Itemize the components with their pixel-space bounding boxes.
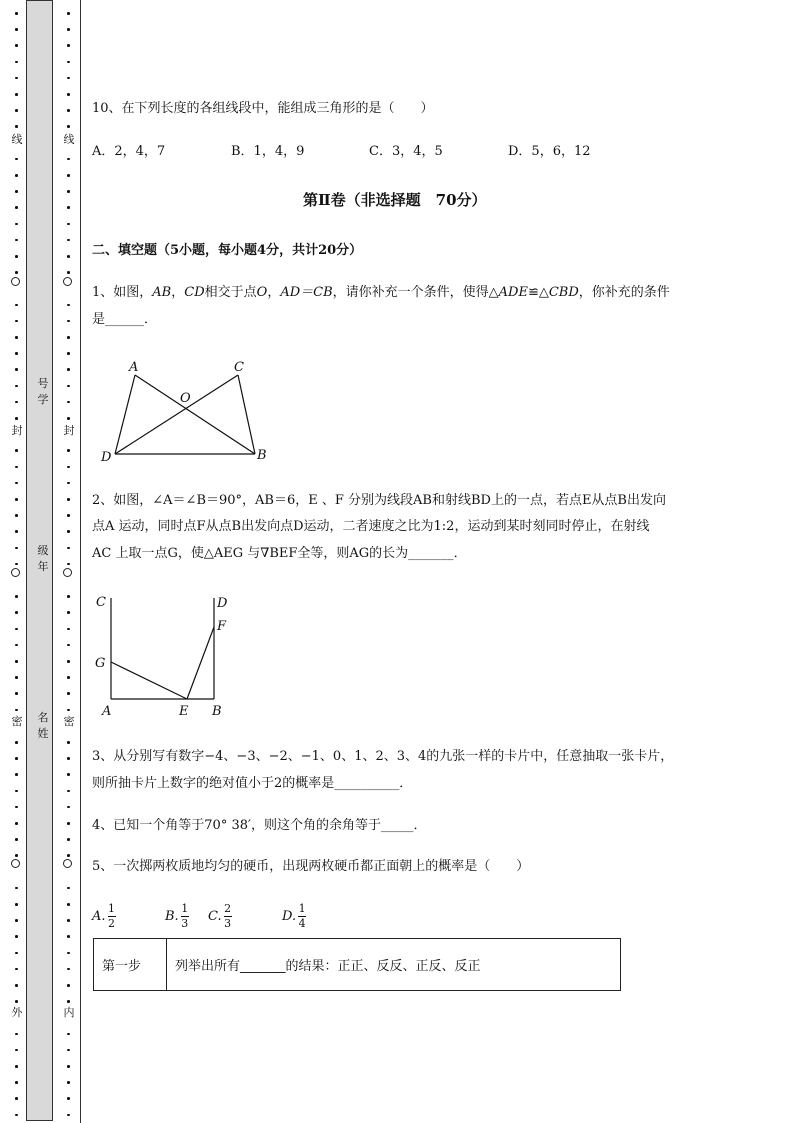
q4-stem: 4、已知一个角等于70° 38′，则这个角的余角等于_____． [92, 818, 427, 833]
inner-dot [67, 1000, 70, 1003]
outer-dot [15, 968, 18, 971]
outer-dot [15, 1049, 18, 1052]
outer-dot [15, 660, 18, 663]
inner-dot [67, 1097, 70, 1100]
inner-dot [67, 903, 70, 906]
inner-dot [67, 125, 70, 128]
segment-AB [135, 375, 255, 454]
outer-dot [15, 984, 18, 987]
outer-dot [15, 547, 18, 550]
outer-dot [15, 174, 18, 177]
table-row [94, 939, 621, 991]
inner-dot [67, 1081, 70, 1084]
q3-line1: 3、从分别写有数字−4、−3、−2、−1、0、1、2、3、4的九张一样的卡片中，任意抽取一张卡片， [92, 749, 674, 764]
inner-dot [67, 12, 70, 15]
inner-dot [67, 255, 70, 258]
inner-dot [67, 854, 70, 857]
inner-dot [67, 223, 70, 226]
outer-dot [15, 190, 18, 193]
inner-dot [67, 644, 70, 647]
q1-line2: 是______． [92, 312, 158, 327]
section-title: 第Ⅱ卷（非选择题 70分） [303, 191, 487, 209]
inner-dot [67, 919, 70, 922]
inner-dot [67, 109, 70, 112]
segment-AD [115, 375, 135, 454]
outer-dot [15, 887, 18, 890]
inner-dot [67, 449, 70, 452]
inner-dot [67, 336, 70, 339]
q3-line2: 则所抽卡片上数字的绝对值小于2的概率是__________． [92, 776, 413, 791]
inner-dot [67, 28, 70, 31]
inner-dot [67, 952, 70, 955]
outer-label-wai: 外 [11, 1006, 23, 1019]
label-F: F [217, 619, 227, 634]
outer-dot [15, 530, 18, 533]
outer-dot [15, 77, 18, 80]
inner-dot [67, 773, 70, 776]
inner-dot [67, 466, 70, 469]
outer-circle-mark [11, 568, 20, 577]
q2-line1: 2、如图，∠A＝∠B＝90°，AB＝6，E 、F 分别为线段AB和射线BD上的一点，若点E从点B出发向 [92, 493, 666, 508]
outer-dot [15, 449, 18, 452]
outer-dot [15, 271, 18, 274]
inner-dot [67, 368, 70, 371]
outer-dot [15, 304, 18, 307]
outer-dot [15, 611, 18, 614]
inner-dot [67, 190, 70, 193]
outer-dot [15, 109, 18, 112]
label-C: C [96, 595, 106, 610]
q5-option-a: A. $\frac{1}{2}$ [92, 902, 116, 930]
step-text-cell: 列举出所有_______的结果：正正、反反、正反、反正 [167, 939, 621, 991]
outer-dot [15, 935, 18, 938]
outer-dot [15, 1065, 18, 1068]
outer-dot [15, 628, 18, 631]
outer-dot [15, 28, 18, 31]
q2-line3: AC 上取一点G，使△AEG 与∇BEF全等，则AG的长为_______． [92, 546, 467, 561]
outer-dot [15, 158, 18, 161]
label-D: D [217, 596, 228, 611]
outer-dot [15, 692, 18, 695]
q5-stem: 5、一次掷两枚质地均匀的硬币，出现两枚硬币都正面朝上的概率是（ ） [92, 859, 530, 874]
q5-option-c: C. $\frac{2}{3}$ [208, 902, 232, 930]
outer-circle-mark [11, 859, 20, 868]
outer-dot [15, 595, 18, 598]
inner-dot [67, 692, 70, 695]
inner-dot [67, 968, 70, 971]
inner-label-mi: 密 [63, 715, 75, 728]
outer-dot [15, 806, 18, 809]
outer-dot [15, 644, 18, 647]
outer-label-xian: 线 [11, 133, 23, 146]
inner-dot [67, 709, 70, 712]
outer-dot [15, 741, 18, 744]
outer-dot-column [10, 0, 24, 1123]
outer-label-mi: 密 [11, 715, 23, 728]
field-student-number: 号 学 [37, 377, 49, 406]
outer-dot [15, 952, 18, 955]
outer-dot [15, 93, 18, 96]
inner-dot [67, 887, 70, 890]
outer-dot [15, 385, 18, 388]
label-B: B [257, 448, 267, 463]
label-C: C [234, 360, 244, 375]
q5-option-d: D. $\frac{1}{4}$ [282, 902, 306, 930]
inner-label-xian: 线 [63, 133, 75, 146]
segment-DC [115, 375, 238, 454]
outer-dot [15, 352, 18, 355]
label-O: O [180, 391, 191, 406]
inner-dot [67, 271, 70, 274]
outer-dot [15, 563, 18, 566]
field-grade: 级 年 [37, 544, 49, 573]
outer-dot [15, 773, 18, 776]
q2-line2: 点A 运动，同时点F从点B出发向点D运动，二者速度之比为1:2，运动到某时刻同时停止，在射线 [92, 519, 650, 534]
segment-EF [187, 627, 214, 699]
outer-dot [15, 125, 18, 128]
inner-dot [67, 417, 70, 420]
label-G: G [95, 656, 106, 671]
inner-dot [67, 595, 70, 598]
inner-dot [67, 757, 70, 760]
outer-dot [15, 368, 18, 371]
outer-dot [15, 44, 18, 47]
inner-dot [67, 676, 70, 679]
inner-dot [67, 385, 70, 388]
inner-circle-mark [63, 277, 72, 286]
outer-dot [15, 1033, 18, 1036]
section-heading-fill-blank: 二、填空题（5小题，每小题4分，共计20分） [92, 243, 363, 258]
q1-line1: 1、如图，AB，CD相交于点O，AD＝CB，请你补充一个条件，使得△ADE≌△CBD，你补充的条件 [92, 285, 670, 300]
inner-dot [67, 320, 70, 323]
outer-dot [15, 239, 18, 242]
outer-dot [15, 401, 18, 404]
inner-dot [67, 174, 70, 177]
outer-dot [15, 1114, 18, 1117]
inner-circle-mark [63, 568, 72, 577]
inner-dot [67, 1033, 70, 1036]
q10-option-d: D．5，6，12 [508, 144, 591, 159]
outer-dot [15, 676, 18, 679]
outer-dot [15, 757, 18, 760]
margin-rule [80, 0, 81, 1123]
q10-option-b: B．1，4，9 [231, 144, 305, 159]
step-label-cell: 第一步 [94, 939, 167, 991]
field-name: 名 姓 [37, 711, 49, 740]
outer-label-feng: 封 [11, 424, 23, 437]
outer-dot [15, 1081, 18, 1084]
steps-table [93, 938, 621, 991]
outer-dot [15, 1097, 18, 1100]
outer-dot [15, 206, 18, 209]
inner-label-feng: 封 [63, 424, 75, 437]
outer-dot [15, 336, 18, 339]
q2-figure [90, 590, 240, 720]
label-A: A [102, 704, 112, 719]
inner-dot [67, 304, 70, 307]
q10-option-c: C．3，4，5 [369, 144, 443, 159]
outer-dot [15, 514, 18, 517]
q1-figure [96, 355, 276, 465]
outer-dot [15, 255, 18, 258]
inner-dot [67, 514, 70, 517]
outer-dot [15, 854, 18, 857]
inner-dot [67, 806, 70, 809]
inner-dot [67, 790, 70, 793]
inner-dot [67, 498, 70, 501]
inner-dot [67, 206, 70, 209]
outer-dot [15, 903, 18, 906]
inner-dot [67, 239, 70, 242]
inner-dot [67, 1114, 70, 1117]
inner-dot [67, 482, 70, 485]
outer-dot [15, 417, 18, 420]
q10-option-a: A．2，4，7 [92, 144, 166, 159]
inner-dot [67, 61, 70, 64]
inner-dot [67, 530, 70, 533]
inner-dot [67, 77, 70, 80]
inner-dot [67, 838, 70, 841]
outer-dot [15, 482, 18, 485]
inner-dot [67, 822, 70, 825]
inner-dot [67, 44, 70, 47]
inner-dot [67, 628, 70, 631]
outer-dot [15, 466, 18, 469]
outer-dot [15, 709, 18, 712]
inner-dot [67, 611, 70, 614]
segment-CB [238, 375, 255, 454]
outer-dot [15, 1000, 18, 1003]
outer-dot [15, 61, 18, 64]
outer-dot [15, 790, 18, 793]
outer-circle-mark [11, 277, 20, 286]
q10-stem: 10、在下列长度的各组线段中，能组成三角形的是（ ） [92, 101, 434, 116]
label-B: B [212, 704, 222, 719]
inner-dot [67, 547, 70, 550]
inner-dot [67, 984, 70, 987]
outer-dot [15, 838, 18, 841]
inner-dot [67, 563, 70, 566]
label-E: E [179, 704, 189, 719]
outer-dot [15, 498, 18, 501]
inner-dot [67, 401, 70, 404]
inner-dot [67, 741, 70, 744]
inner-dot-column [62, 0, 76, 1123]
inner-dot [67, 93, 70, 96]
inner-dot [67, 158, 70, 161]
outer-dot [15, 320, 18, 323]
label-D: D [101, 450, 112, 465]
inner-dot [67, 935, 70, 938]
segment-GE [111, 662, 187, 699]
inner-label-nei: 内 [63, 1006, 75, 1019]
outer-dot [15, 822, 18, 825]
inner-dot [67, 1065, 70, 1068]
label-A: A [129, 360, 139, 375]
inner-dot [67, 660, 70, 663]
inner-dot [67, 1049, 70, 1052]
q5-option-b: B. $\frac{1}{3}$ [165, 902, 189, 930]
inner-circle-mark [63, 859, 72, 868]
outer-dot [15, 12, 18, 15]
inner-dot [67, 352, 70, 355]
outer-dot [15, 919, 18, 922]
outer-dot [15, 223, 18, 226]
